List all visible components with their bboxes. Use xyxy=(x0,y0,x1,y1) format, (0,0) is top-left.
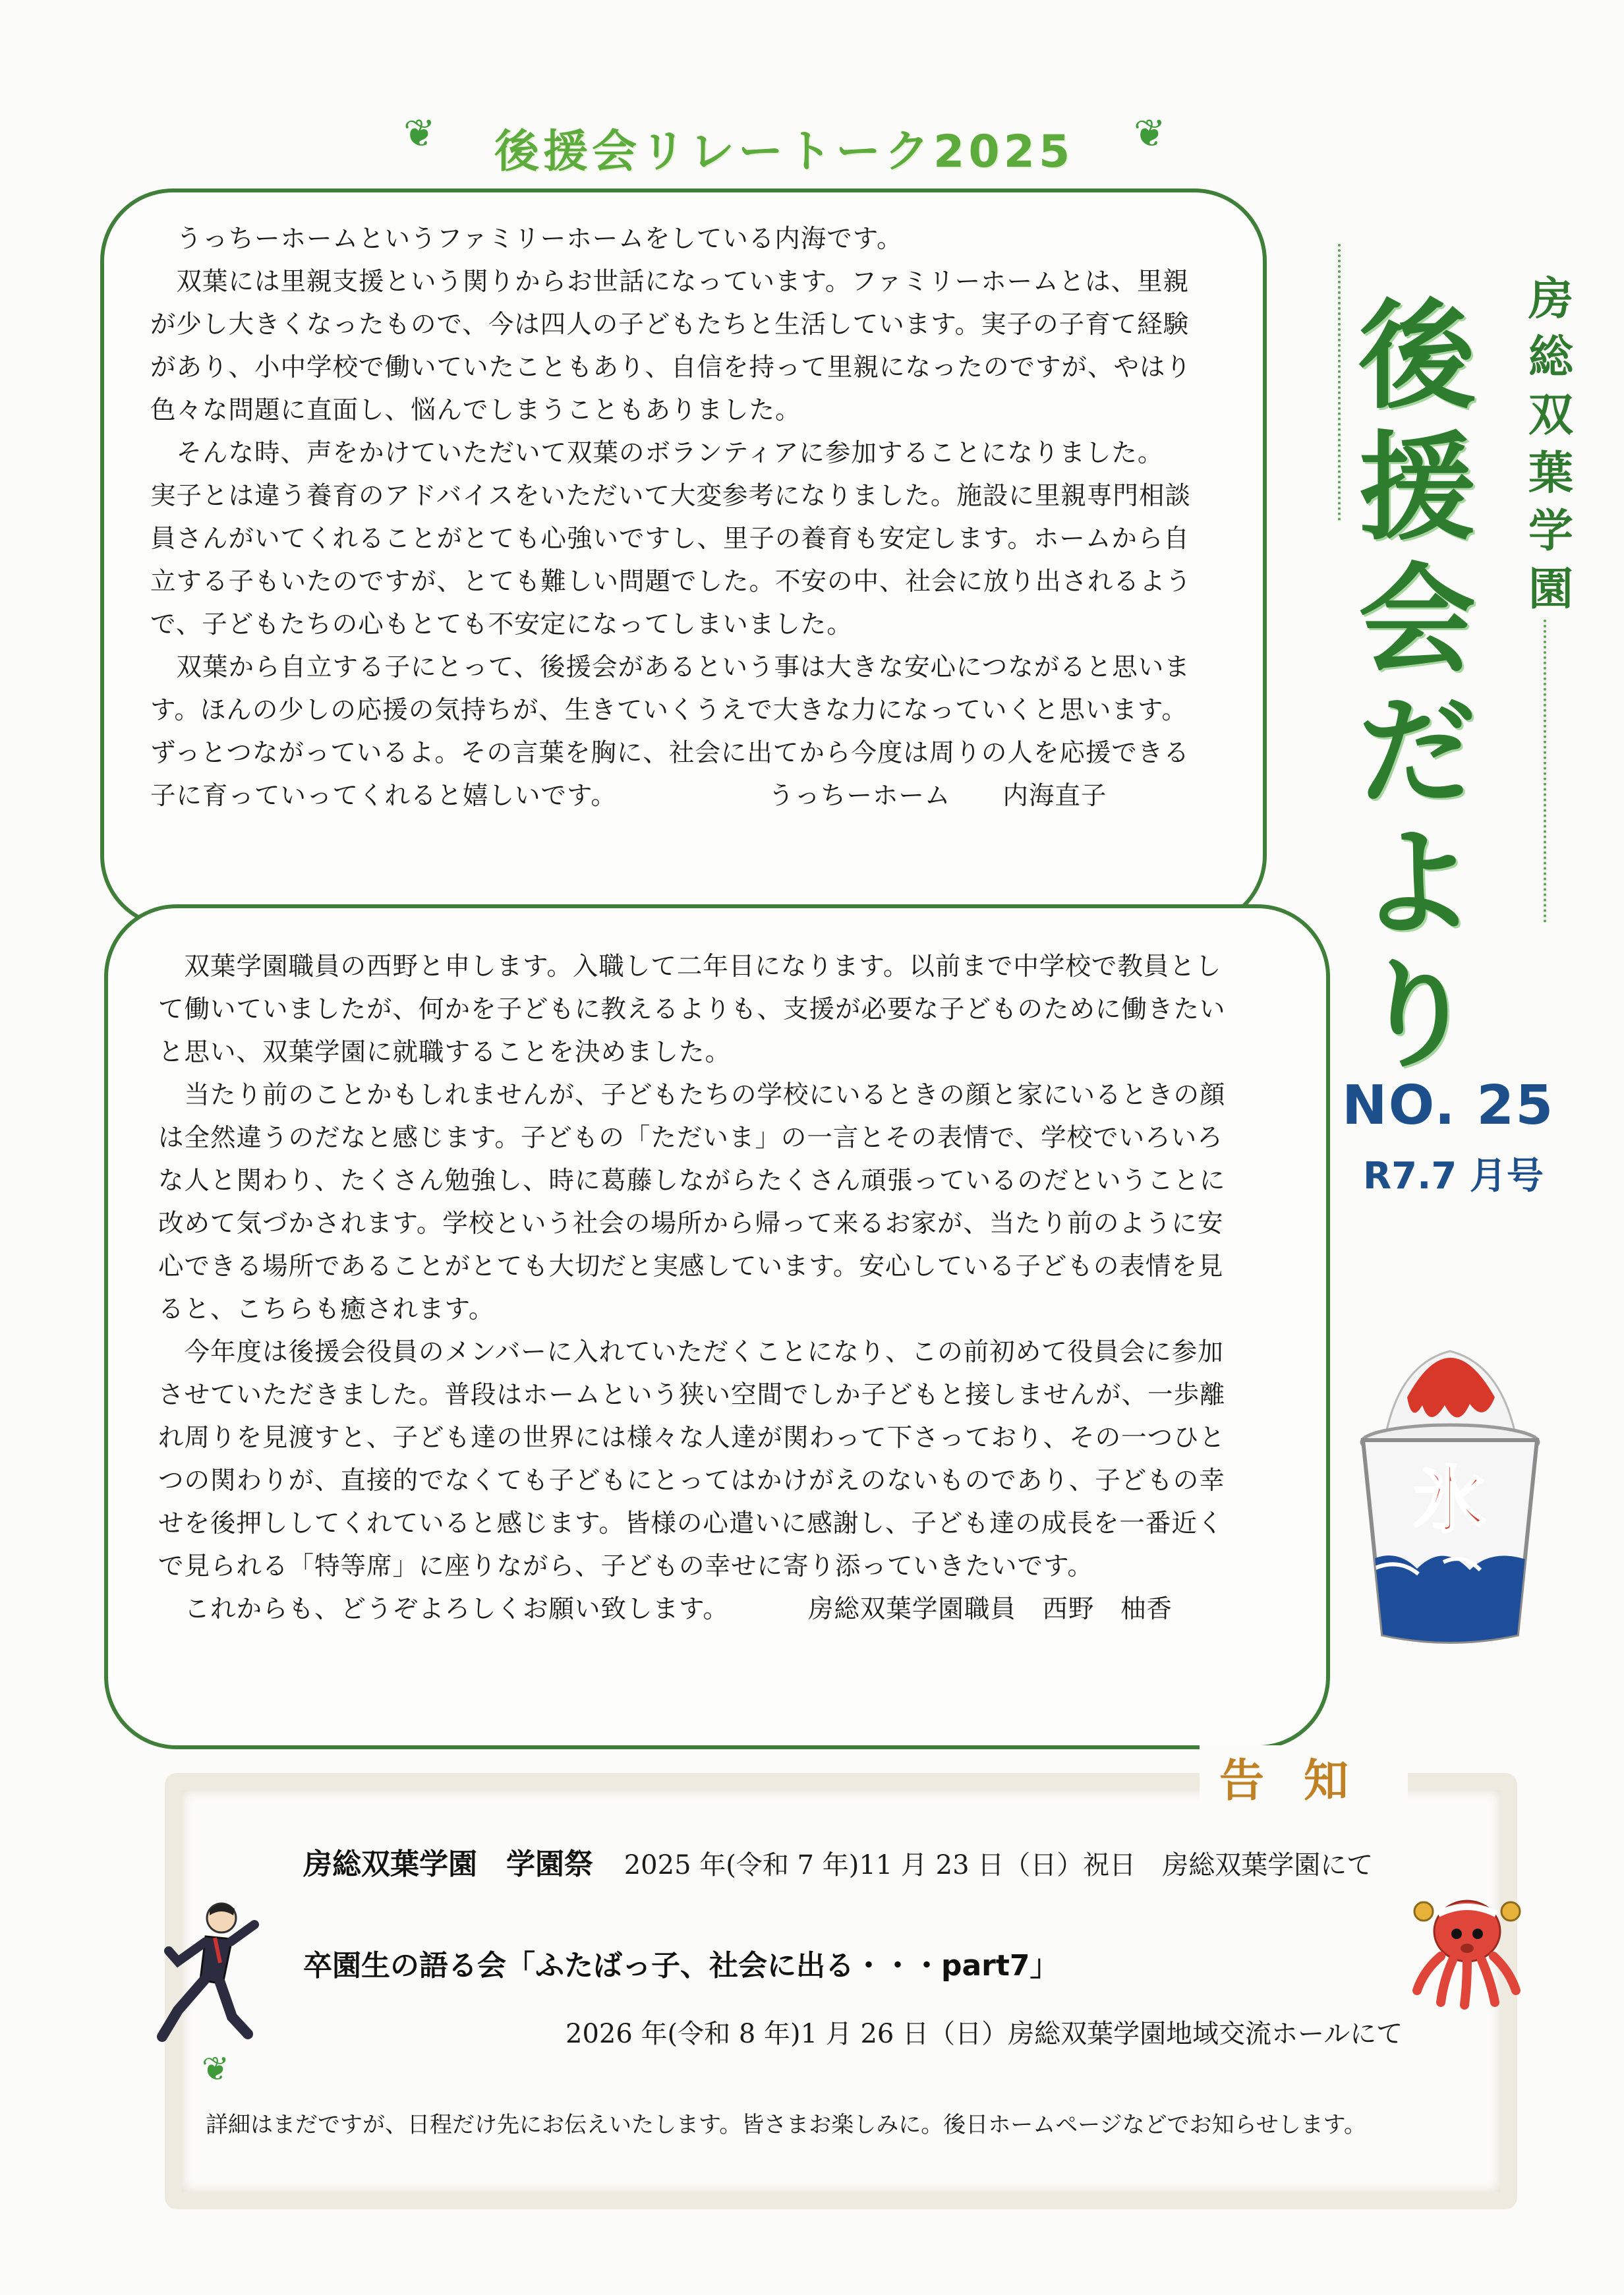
entry1-line: が少し大きくなったもので、今は四人の子どもたちと生活しています。実子の子育て経験 xyxy=(150,310,1190,339)
event-1 xyxy=(303,1840,1373,1882)
entry1-line: うっちーホームというファミリーホームをしている内海です。 xyxy=(150,224,903,254)
entry2-line: 今年度は後援会役員のメンバーに入れていただくことになり、この前初めて役員会に参加 xyxy=(158,1337,1224,1367)
entry1-line: 員さんがいてくれることがとても心強いですし、里子の養育も安定します。ホームから自 xyxy=(150,524,1190,554)
entry2-line: 改めて気づかされます。学校という社会の場所から帰って来るお家が、当たり前のように安 xyxy=(158,1209,1224,1238)
sprout-icon-left: ❦ xyxy=(403,111,436,156)
running-man-illustration xyxy=(149,1898,268,2050)
entry1-line: 実子とは違う養育のアドバイスをいただいて大変参考になりました。施設に里親専門相談 xyxy=(150,481,1191,511)
entry1-line: そんな時、声をかけていただいて双葉のボランティアに参加することになりました。 xyxy=(150,438,1164,468)
notice-footer: 詳細はまだですが、日程だけ先にお伝えいたします。皆さまお楽しみに。後日ホームページなどでお知らせします。 xyxy=(206,2112,1366,2138)
relay-entry-2-text xyxy=(158,945,1226,1631)
event-2-name: 卒園生の語る会「ふたばっ子、社会に出る・・・part7」 xyxy=(303,1949,1059,1983)
relay-entry-1-text xyxy=(150,218,1192,817)
entry1-line: ずっとつながっているよ。その言葉を胸に、社会に出てから今度は周りの人を応援できる xyxy=(150,738,1190,768)
dotted-divider-right xyxy=(1544,620,1546,923)
entry2-line: せを後押ししてくれていると感じます。皆様の心遣いに感謝し、子ども達の成長を一番近く xyxy=(158,1509,1224,1538)
ice-label: 氷 xyxy=(1414,1459,1486,1543)
octopus-illustration xyxy=(1404,1885,1529,2010)
event-1-name: 房総双葉学園 学園祭 xyxy=(303,1847,593,1881)
entry1-line: があり、小中学校で働いていたこともあり、自信を持って里親になったのですが、やはり xyxy=(150,353,1192,382)
dotted-divider-left xyxy=(1338,244,1341,521)
entry2-line: これからも、どうぞよろしくお願い致します。 xyxy=(158,1594,729,1624)
entry1-line: 子に育っていってくれると嬉しいです。 xyxy=(150,781,617,811)
entry2-signature: 房総双葉学園職員 西野 柚香 xyxy=(807,1594,1173,1624)
entry1-line: 色々な問題に直面し、悩んでしまうこともありました。 xyxy=(150,395,801,425)
entry1-line: 立する子もいたのですが、とても難しい問題でした。不安の中、社会に放り出されるよう xyxy=(150,567,1192,596)
entry1-line: す。ほんの少しの応援の気持ちが、生きていくうえで大きな力になっていくと思います。 xyxy=(150,695,1188,725)
sprout-icon-bottom-left: ❦ xyxy=(202,2050,229,2088)
org-name: 房総双葉学園 xyxy=(1528,273,1573,616)
entry2-line: 当たり前のことかもしれませんが、子どもたちの学校にいるときの顔と家にいるときの顔 xyxy=(158,1080,1226,1110)
entry2-line: な人と関わり、たくさん勉強し、時に葛藤しながらたくさん頑張っているのだということに xyxy=(158,1166,1226,1196)
relay-talk-title: 後援会リレートーク2025 xyxy=(494,126,1074,178)
entry2-line: 心できる場所であることがとても大切だと実感しています。安心している子どもの表情を見 xyxy=(158,1252,1224,1281)
entry2-line: と思い、双葉学園に就職することを決めました。 xyxy=(158,1037,732,1067)
issue-date: R7.7 月号 xyxy=(1363,1155,1544,1198)
entry1-signature: うっちーホーム 内海直子 xyxy=(768,781,1107,811)
sprout-icon-right: ❦ xyxy=(1134,111,1166,156)
entry2-line: させていただきました。普段はホームという狭い空間でしか子どもと接しませんが、一歩離 xyxy=(158,1380,1226,1410)
entry2-line: ると、こちらも癒されます。 xyxy=(158,1294,495,1324)
entry2-line: て働いていましたが、何かを子どもに教えるよりも、支援が必要な子どものために働きたい xyxy=(158,995,1226,1024)
entry2-line: 双葉学園職員の西野と申します。入職して二年目になります。以前まで中学校で教員とし xyxy=(158,952,1222,981)
newsletter-title: 後援会だより xyxy=(1358,287,1476,1084)
entry2-line: は全然違うのだなと感じます。子どもの「ただいま」の一言とその表情で、学校でいろいろ xyxy=(158,1123,1223,1153)
entry1-line: で、子どもたちの心もとても不安定になってしまいました。 xyxy=(150,610,853,639)
entry2-line-last xyxy=(158,1588,1226,1631)
entry1-line: 双葉には里親支援という関りからお世話になっています。ファミリーホームとは、里親 xyxy=(150,267,1190,297)
event-1-detail: 2025 年(令和 7 年)11 月 23 日（日）祝日 房総双葉学園にて xyxy=(624,1850,1374,1880)
shaved-ice-illustration xyxy=(1345,1325,1555,1654)
event-2-detail: 2026 年(令和 8 年)1 月 26 日（日）房総双葉学園地域交流ホールにて xyxy=(566,2019,1403,2049)
notice-heading: 告知 xyxy=(1200,1745,1408,1809)
issue-number: NO. 25 xyxy=(1342,1074,1555,1137)
notice-frame xyxy=(165,1773,1517,2209)
entry1-line: 双葉から自立する子にとって、後援会があるという事は大きな安心につながると思いま xyxy=(150,653,1190,682)
entry2-line: れ周りを見渡すと、子ども達の世界には様々な人達が関わって下さっており、その一つひと xyxy=(158,1423,1226,1453)
entry2-line: で見られる「特等席」に座りながら、子どもの幸せに寄り添っていきたいです。 xyxy=(158,1552,1093,1581)
entry1-line-last xyxy=(150,774,1192,817)
entry2-line: つの関わりが、直接的でなくても子どもにとってはかけがえのないものであり、子どもの幸 xyxy=(158,1466,1225,1496)
